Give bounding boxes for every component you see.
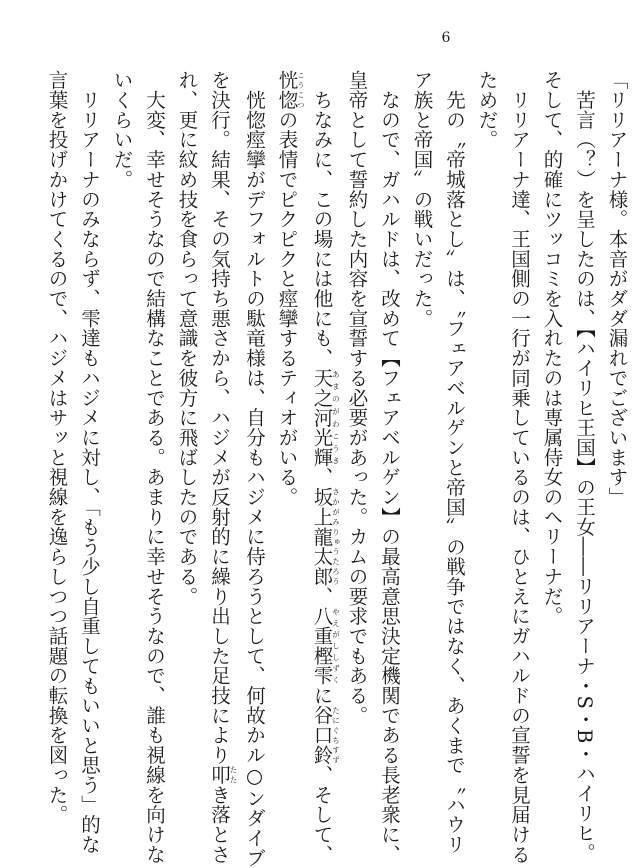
text-line-content: リリアーナのみならず、雫達もハジメに対し、「もう少し自重してもいいと思う」的な <box>78 70 101 855</box>
text-line <box>600 70 633 680</box>
text-line-content: 恍惚痙攣がデフォルトの駄竜様は、自分もハジメに侍ろうとして、何故かル○ンダイブ <box>243 70 266 868</box>
text-line <box>105 70 138 680</box>
ruby-base: 谷口鈴 <box>310 705 334 765</box>
text-line <box>40 70 73 825</box>
ruby-reading: こうこつ <box>296 70 306 110</box>
ruby-base: 八重樫雫 <box>310 605 334 686</box>
text-line-suffix: 、そして、 <box>310 764 334 865</box>
text-separator: 、 <box>310 467 334 487</box>
text-line-content: 皇帝として誓約した内容を宣誓する必要があった。カムの要求でもある。 <box>345 70 369 726</box>
text-line-content: ア族と帝国〟の戦いだった。 <box>410 70 434 329</box>
text-line <box>340 70 373 726</box>
text-line-suffix: き落とさ <box>208 784 231 865</box>
text-line-content: 苦言（？）を呈したのは、【ハイリヒ王国】の王女――リリアーナ・S・B・ハイリヒ。 <box>573 70 596 863</box>
text-line-content: れ、更に紋め技を食らって意識を彼方に飛ばしたのである。 <box>175 70 199 606</box>
ruby-annotated-word <box>310 367 341 467</box>
ruby-base: 恍惚 <box>275 70 299 110</box>
text-line <box>170 70 203 680</box>
text-line-content: 「リリアーナ様。本音がダダ漏れでございます」 <box>605 70 629 507</box>
text-line-content: なので、ガハルドは、改めて【フェアベルゲン】の最高意思決定機関である長老衆に、 <box>378 70 401 864</box>
ruby-annotated-word <box>310 605 341 686</box>
page-number: 6 <box>441 30 451 46</box>
text-line-prefix: を決行。結果、その気持ち悪さから、ハジメが反射的に繰り出した足技により <box>208 70 231 765</box>
ruby-annotated-word <box>310 486 341 587</box>
text-line-content: そして、的確にツッコミを入れたのは専属侍女のヘリーナだ。 <box>540 70 564 626</box>
text-line <box>238 70 271 868</box>
body-text <box>40 70 633 868</box>
text-line-content: ためだ。 <box>475 70 499 150</box>
text-line <box>438 70 471 855</box>
ruby-base: 叩 <box>208 764 231 785</box>
ruby-reading: やえがししずく <box>331 605 341 686</box>
text-line <box>73 70 106 855</box>
text-line <box>305 70 341 865</box>
text-line-content: 大変、幸せそうなので結構なことである。あまりに幸せそうなので、誰も視線を向けな <box>143 70 166 864</box>
text-line-content: リリアーナ達、王国側の一行が同乗しているのは、ひとえにガハルドの宣誓を見届ける <box>508 70 531 864</box>
ruby-base: 天之河光輝 <box>310 367 334 467</box>
text-line <box>138 70 171 864</box>
text-separator: 、 <box>310 586 334 606</box>
ruby-annotated-word <box>208 764 238 785</box>
text-line <box>203 70 238 865</box>
text-line-content: 先の〝帝城落とし〟は、〝フェアベルゲンと帝国〟の戦争ではなく、あくまで〝ハウリ <box>443 70 466 855</box>
text-line <box>503 70 536 864</box>
text-line <box>568 70 601 863</box>
ruby-base: 坂上龍太郎 <box>310 486 334 587</box>
vertical-text-block <box>40 70 629 868</box>
ruby-annotated-word <box>275 70 306 110</box>
text-line <box>373 70 406 864</box>
text-line <box>470 70 503 680</box>
ruby-reading: あまのがわこうき <box>331 367 341 467</box>
text-line-prefix: ちなみに、この場には他にも、 <box>310 70 334 368</box>
ruby-annotated-word <box>310 705 341 765</box>
text-line <box>535 70 568 680</box>
text-line <box>270 70 305 680</box>
text-line-content: 言葉を投げかけてくるので、ハジメはサッと視線を逸らしつつ話題の転換を図った。 <box>45 70 69 825</box>
ruby-reading: さかがみりゅうたろう <box>331 486 341 587</box>
text-line <box>405 70 438 680</box>
text-line-suffix: の表情でピクピクと痙攣するティオがいる。 <box>275 109 299 507</box>
ruby-reading: たにぐちすず <box>331 705 341 765</box>
text-line-content: いくらいだ。 <box>110 70 134 190</box>
text-separator: に <box>310 685 334 706</box>
ruby-reading: たた <box>229 764 238 785</box>
